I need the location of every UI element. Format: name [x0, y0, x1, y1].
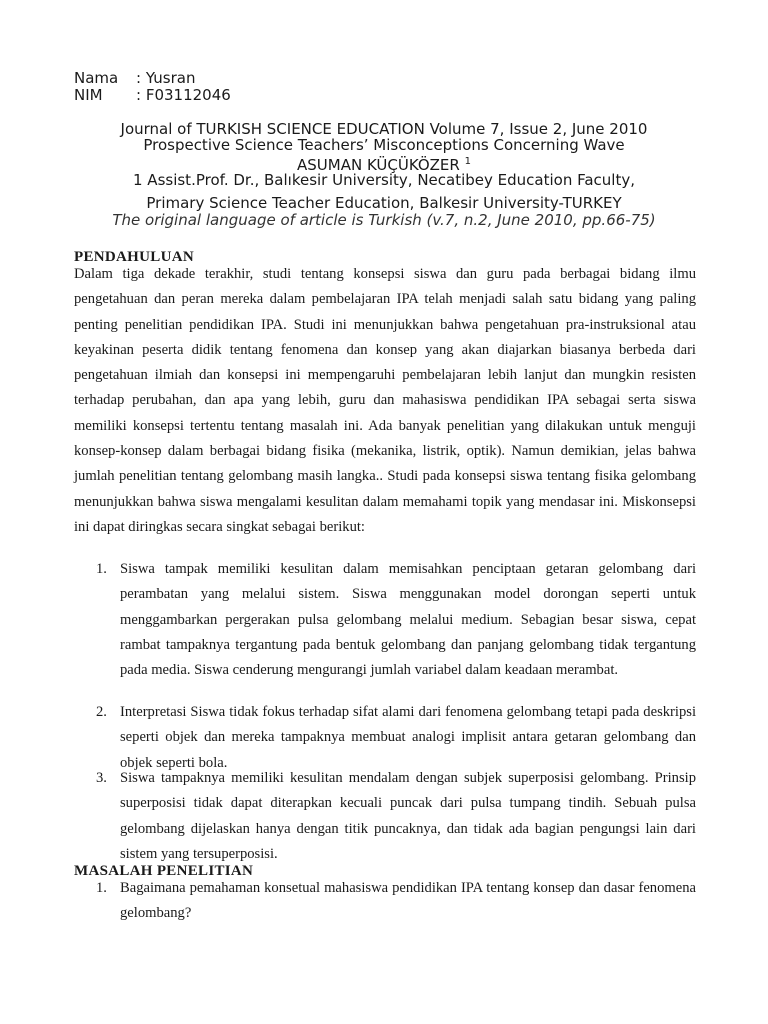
list-item [96, 876, 696, 927]
list-item [96, 766, 696, 867]
author-sup: 1 [464, 156, 471, 167]
nim-line [74, 86, 231, 104]
list-item-text: Siswa tampak memiliki kesulitan dalam memisahkan penciptaan getaran gelombang dari perambatan yang melalui sistem. Siswa menggunakan model dorongan seperti untuk menggambarkan pergerakan pulsa gelombang melalui medium. Sebagian besar siswa, cepat rambat tampaknya tergantung pada bentuk gelombang dan panjang gelombang tidak tergantung pada media. Siswa cenderung mengurangi jumlah variabel dalam keadaan merambat. [120, 561, 696, 679]
name-label: Nama [74, 69, 119, 87]
list-item [96, 557, 696, 683]
language-note: The original language of article is Turkish (v.7, n.2, June 2010, pp.66-75) [112, 211, 656, 229]
list-item [96, 700, 696, 776]
affiliation-line-1: 1 Assist.Prof. Dr., Balıkesir University, Necatibey Education Faculty, [133, 171, 635, 189]
name-line [74, 69, 195, 87]
pendahuluan-title: PENDAHULUAN [74, 249, 194, 265]
nim-label: NIM [74, 86, 103, 104]
pendahuluan-body: Dalam tiga dekade terakhir, studi tentang konsepsi siswa dan guru pada berbagai bidang ilmu pengetahuan dan peran mereka dalam pembelajaran IPA telah menjadi salah satu bidang yang paling penting penelitian pendidikan IPA. Studi ini menunjukkan bahwa pengetahuan pra-instruksional atau keyakinan peserta didik tentang fenomena dan konsep yang akan diajarkan biasanya berbeda dari pengetahuan ilmiah dan konsepsi ini mempengaruhi pembelajaran lebih lanjut dan mungkin resisten terhadap perubahan, dan apa yang lebih, guru dan mahasiswa pendidikan IPA sebagai serta siswa memiliki konsepsi tertentu tentang masalah ini. Ada banyak penelitian yang dilakukan untuk menguji konsep-konsep dalam berbagai bidang fisika (mekanika, listrik, optik). Namun demikian, jelas bahwa jumlah penelitian tentang gelombang masih langka.. Studi pada konsepsi siswa tentang fisika gelombang menunjukkan bahwa siswa mengalami kesulitan dalam memahami topik yang mendasar ini. Miskonsepsi ini dapat diringkas secara singkat sebagai berikut: [74, 266, 696, 535]
article-title: Prospective Science Teachers’ Misconceptions Concerning Wave [143, 136, 625, 154]
name-value: : Yusran [136, 69, 196, 87]
masalah-title: MASALAH PENELITIAN [74, 863, 254, 879]
list-item-text: Siswa tampaknya memiliki kesulitan mendalam dengan subjek superposisi gelombang. Prinsip superposisi tidak dapat diterapkan kecuali puncak dari pulsa tumpang tindih. Sebuah pulsa gelombang dijelaskan hanya dengan titik puncaknya, dan tidak ada bagian pengungsi lain dari sistem yang tersuperposisi. [120, 770, 696, 862]
list-item-number: 3. [96, 770, 107, 786]
list-item-text: Interpretasi Siswa tidak fokus terhadap sifat alami dari fenomena gelombang tetapi pada deskripsi seperti objek dan mereka tampaknya membuat analogi implisit antara getaran gelombang dan objek seperti bola. [120, 704, 696, 771]
journal-line: Journal of TURKISH SCIENCE EDUCATION Volume 7, Issue 2, June 2010 [120, 120, 648, 138]
affiliation-line-2: Primary Science Teacher Education, Balkesir University-TURKEY [146, 194, 622, 212]
list-item-number: 1. [96, 561, 107, 577]
list-item-number: 1. [96, 880, 107, 896]
list-item-text: Bagaimana pemahaman konsetual mahasiswa pendidikan IPA tentang konsep dan dasar fenomena gelombang? [120, 880, 696, 922]
nim-value: : F03112046 [136, 86, 231, 104]
list-item-number: 2. [96, 704, 107, 720]
author-name: ASUMAN KÜÇÜKÖZER [297, 156, 460, 174]
